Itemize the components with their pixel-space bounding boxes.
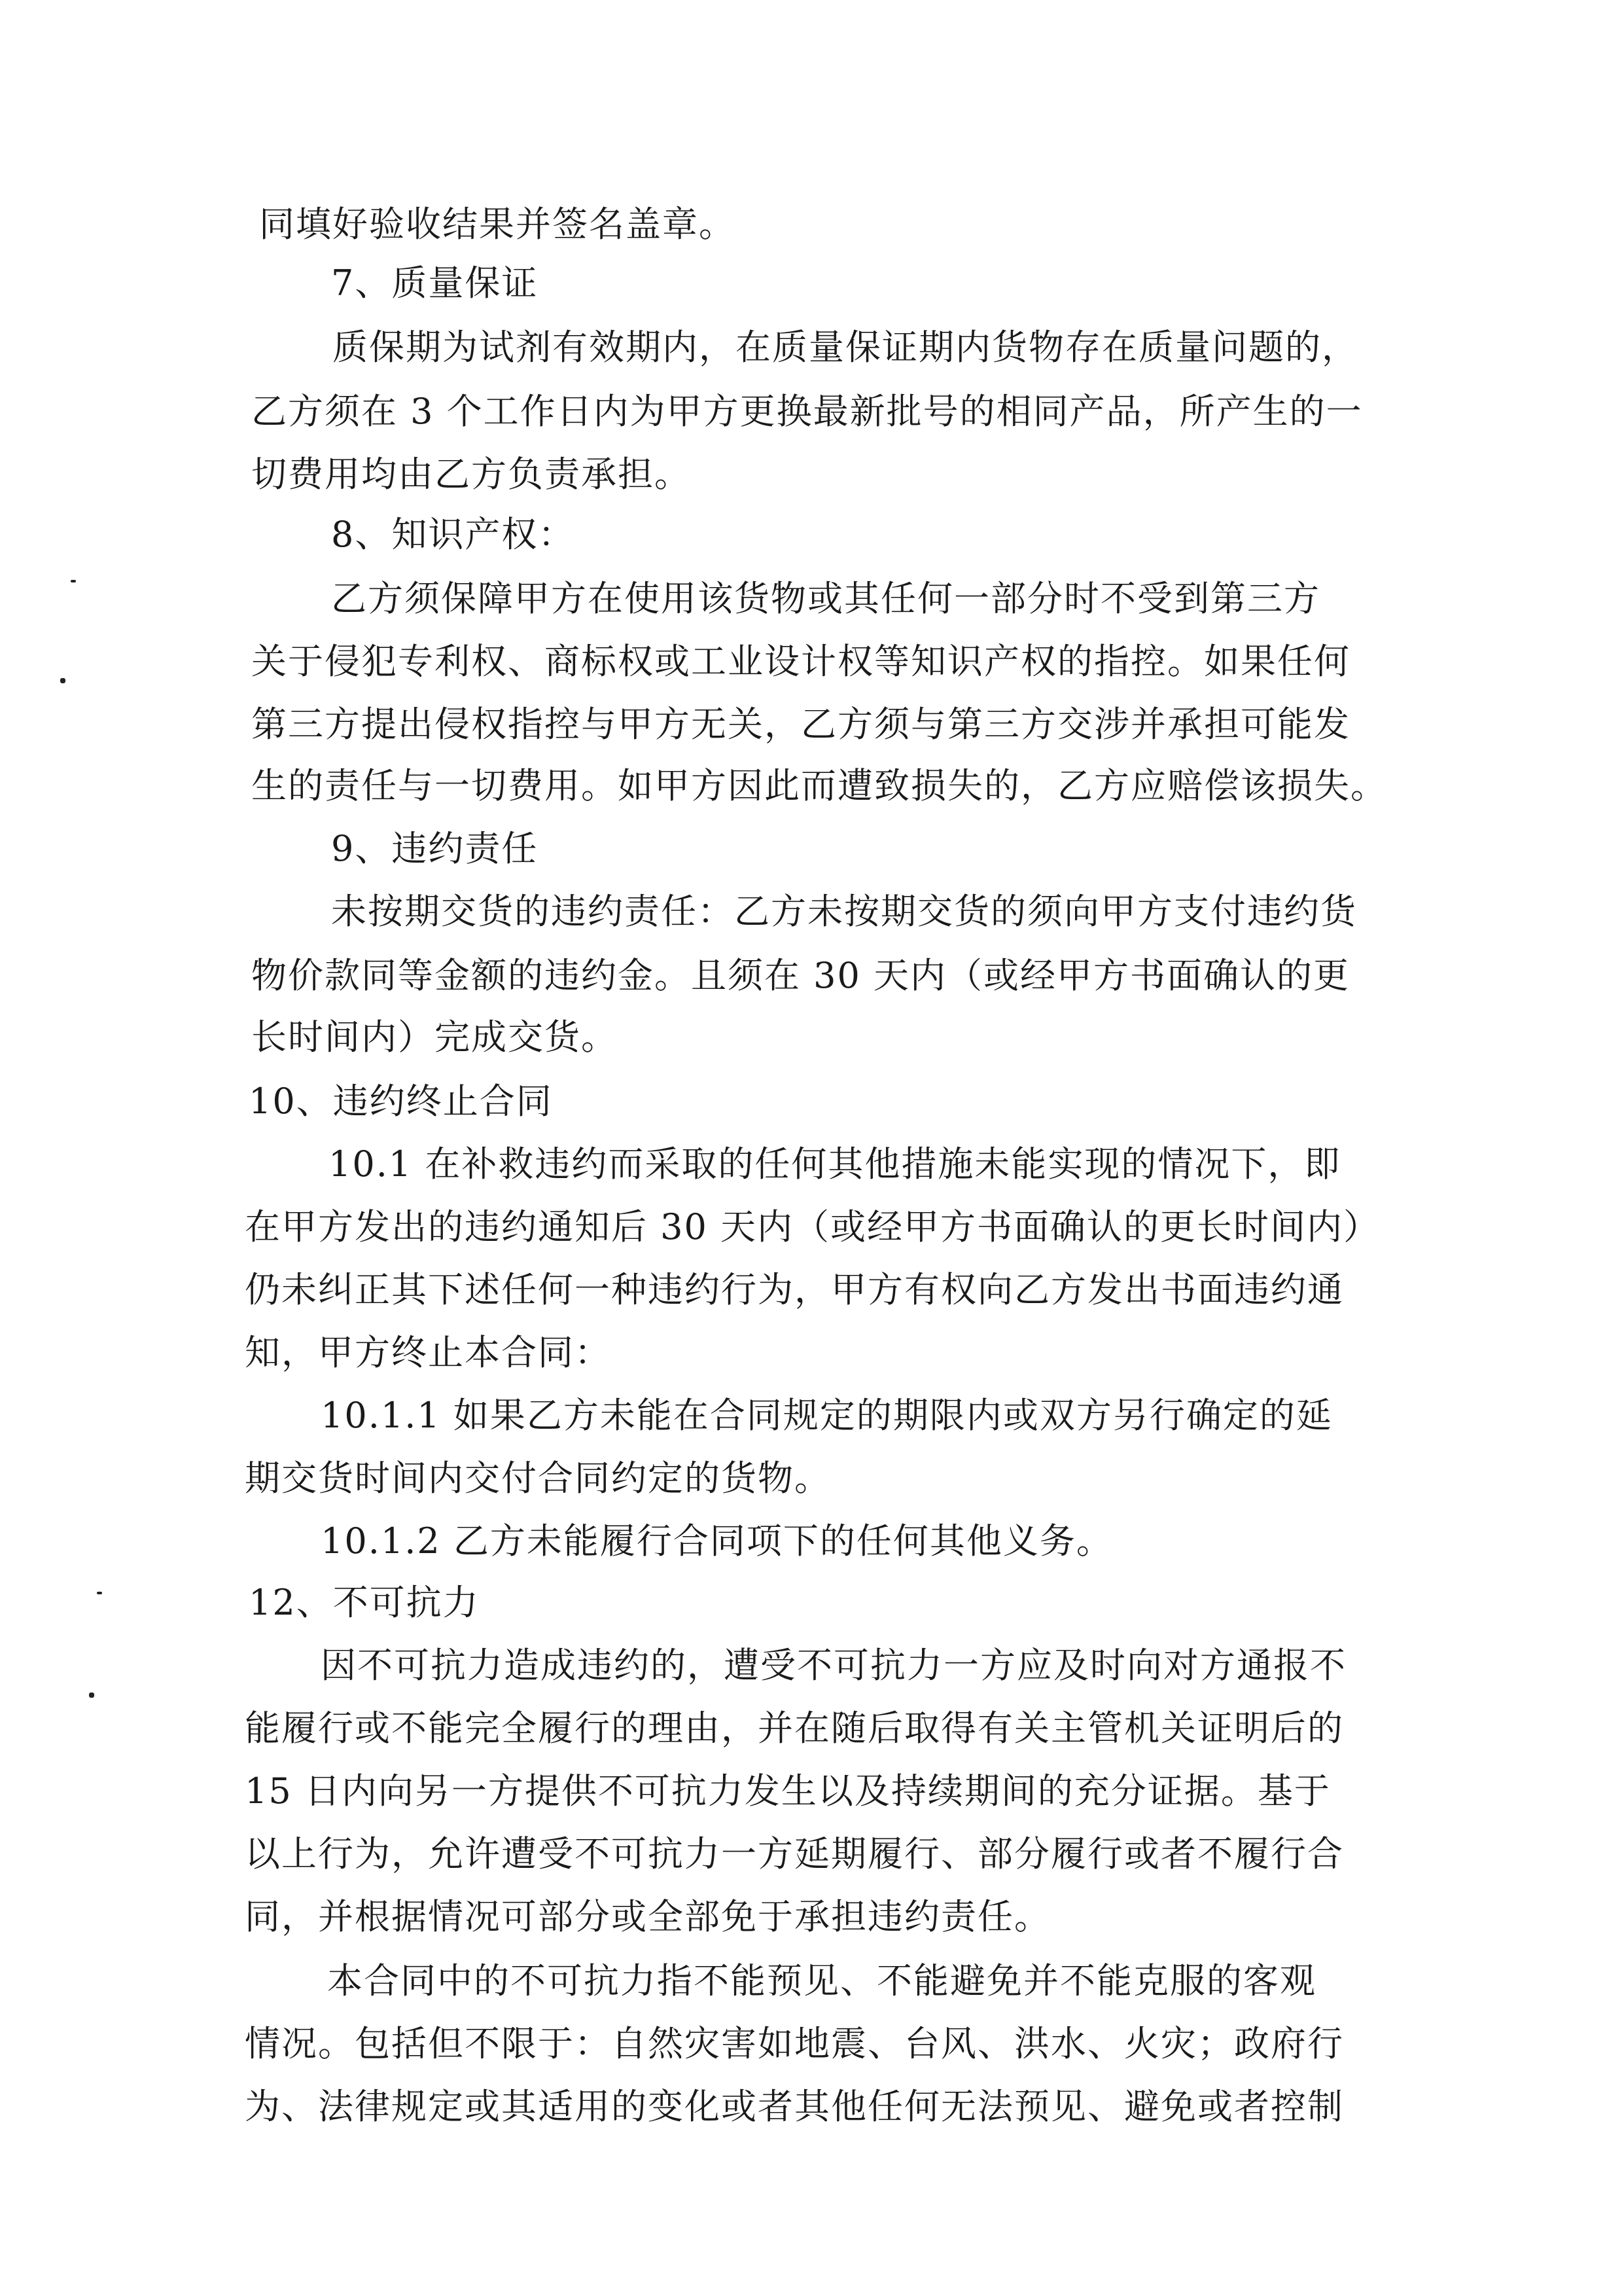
section-heading: 9、违约责任	[331, 828, 538, 869]
section-heading: 12、不可抗力	[249, 1582, 480, 1623]
text-line: 因不可抗力造成违约的，遭受不可抗力一方应及时向对方通报不	[321, 1645, 1347, 1686]
text-line: 10.1.2 乙方未能履行合同项下的任何其他义务。	[321, 1520, 1113, 1562]
text-line: 期交货时间内交付合同约定的货物。	[245, 1458, 831, 1499]
text-line: 切费用均由乙方负责承担。	[251, 454, 691, 495]
text-line: 仍未纠正其下述任何一种违约行为，甲方有权向乙方发出书面违约通	[245, 1269, 1344, 1310]
scan-mark	[97, 1592, 102, 1594]
text-line: 10.1 在补救违约而采取的任何其他措施未能实现的情况下，即	[328, 1143, 1341, 1185]
text-line: 质保期为试剂有效期内，在质量保证期内货物存在质量问题的，	[332, 327, 1358, 368]
text-line: 在甲方发出的违约通知后 30 天内（或经甲方书面确认的更长时间内）	[245, 1206, 1381, 1247]
text-line: 乙方须保障甲方在使用该货物或其任何一部分时不受到第三方	[331, 578, 1320, 619]
scan-mark	[89, 1692, 94, 1698]
text-line: 未按期交货的违约责任：乙方未按期交货的须向甲方支付违约货	[331, 891, 1357, 932]
scan-mark	[60, 678, 65, 683]
text-line: 生的责任与一切费用。如甲方因此而遭致损失的，乙方应赔偿该损失。	[251, 765, 1387, 806]
text-line: 为、法律规定或其适用的变化或者其他任何无法预见、避免或者控制	[245, 2086, 1344, 2127]
text-line: 15 日内向另一方提供不可抗力发生以及持续期间的充分证据。基于	[245, 1770, 1331, 1812]
text-line: 乙方须在 3 个工作日内为甲方更换最新批号的相同产品，所产生的一	[251, 391, 1363, 432]
scan-mark	[71, 580, 76, 582]
section-heading: 7、质量保证	[331, 262, 538, 304]
section-heading: 8、知识产权：	[331, 514, 575, 555]
text-line: 长时间内）完成交货。	[251, 1016, 618, 1058]
text-line: 10.1.1 如果乙方未能在合同规定的期限内或双方另行确定的延	[321, 1395, 1333, 1436]
section-heading: 10、违约终止合同	[249, 1081, 553, 1122]
text-line: 知，甲方终止本合同：	[245, 1332, 611, 1373]
text-line: 第三方提出侵权指控与甲方无关，乙方须与第三方交涉并承担可能发	[251, 704, 1350, 745]
text-line: 以上行为，允许遭受不可抗力一方延期履行、部分履行或者不履行合	[245, 1833, 1344, 1874]
text-line: 关于侵犯专利权、商标权或工业设计权等知识产权的指控。如果任何	[251, 641, 1350, 682]
text-line: 本合同中的不可抗力指不能预见、不能避免并不能克服的客观	[327, 1960, 1316, 2001]
text-line: 能履行或不能完全履行的理由，并在随后取得有关主管机关证明后的	[245, 1708, 1344, 1749]
text-line: 同填好验收结果并签名盖章。	[259, 204, 735, 245]
text-line: 同，并根据情况可部分或全部免于承担违约责任。	[245, 1896, 1051, 1937]
text-line: 情况。包括但不限于：自然灾害如地震、台风、洪水、火灾；政府行	[245, 2023, 1344, 2064]
text-line: 物价款同等金额的违约金。且须在 30 天内（或经甲方书面确认的更	[251, 955, 1350, 996]
